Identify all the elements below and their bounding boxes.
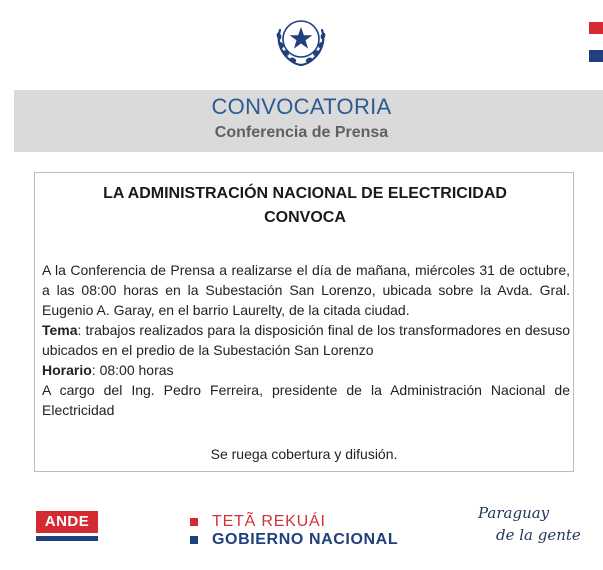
ande-logo-text: ANDE (36, 511, 98, 533)
red-square-icon (190, 518, 198, 526)
notice-body (42, 260, 570, 420)
brand-line1: Paraguay (478, 504, 550, 522)
notice-horario (42, 360, 570, 380)
blue-square-icon (190, 536, 198, 544)
notice-title (44, 182, 566, 230)
government-logo-line1: TETÃ REKUÁI (212, 513, 326, 530)
notice-tema (42, 320, 570, 360)
tema-label: Tema (42, 322, 78, 338)
government-logo-line2: GOBIERNO NACIONAL (212, 531, 399, 548)
horario-label: Horario (42, 362, 92, 378)
page-subtitle: Conferencia de Prensa (214, 124, 389, 141)
page-title: CONVOCATORIA (211, 94, 392, 119)
tema-text: : trabajos realizados para la disposición final de los transformadores en desuso ubicados en el predio de la Subestación San Lorenzo (42, 322, 570, 358)
ande-logo (36, 511, 98, 547)
notice-intro: A la Conferencia de Prensa a realizarse el día de mañana, miércoles 31 de octubre, a las 08:00 horas en la Subestación San Lorenzo, ubicada sobre la Avda. Gral. Eugenio A. Garay, en el barrio Laurelty, de la citada ciudad. (42, 262, 570, 318)
horario-text: : 08:00 horas (91, 362, 174, 378)
ande-logo-blue-bar (36, 536, 98, 541)
notice-title-line1: LA ADMINISTRACIÓN NACIONAL DE ELECTRICIDAD (103, 185, 507, 202)
brand-line2: de la gente (496, 526, 581, 544)
national-seal-icon (270, 8, 332, 70)
notice-closing: Se ruega cobertura y difusión. (210, 446, 398, 462)
notice-cargo: A cargo del Ing. Pedro Ferreira, presidente de la Administración Nacional de Electricidad (42, 382, 570, 418)
flag-stripe-icon (587, 22, 603, 78)
paraguay-brand-logo (470, 498, 590, 554)
notice-title-line2: CONVOCA (264, 209, 346, 226)
